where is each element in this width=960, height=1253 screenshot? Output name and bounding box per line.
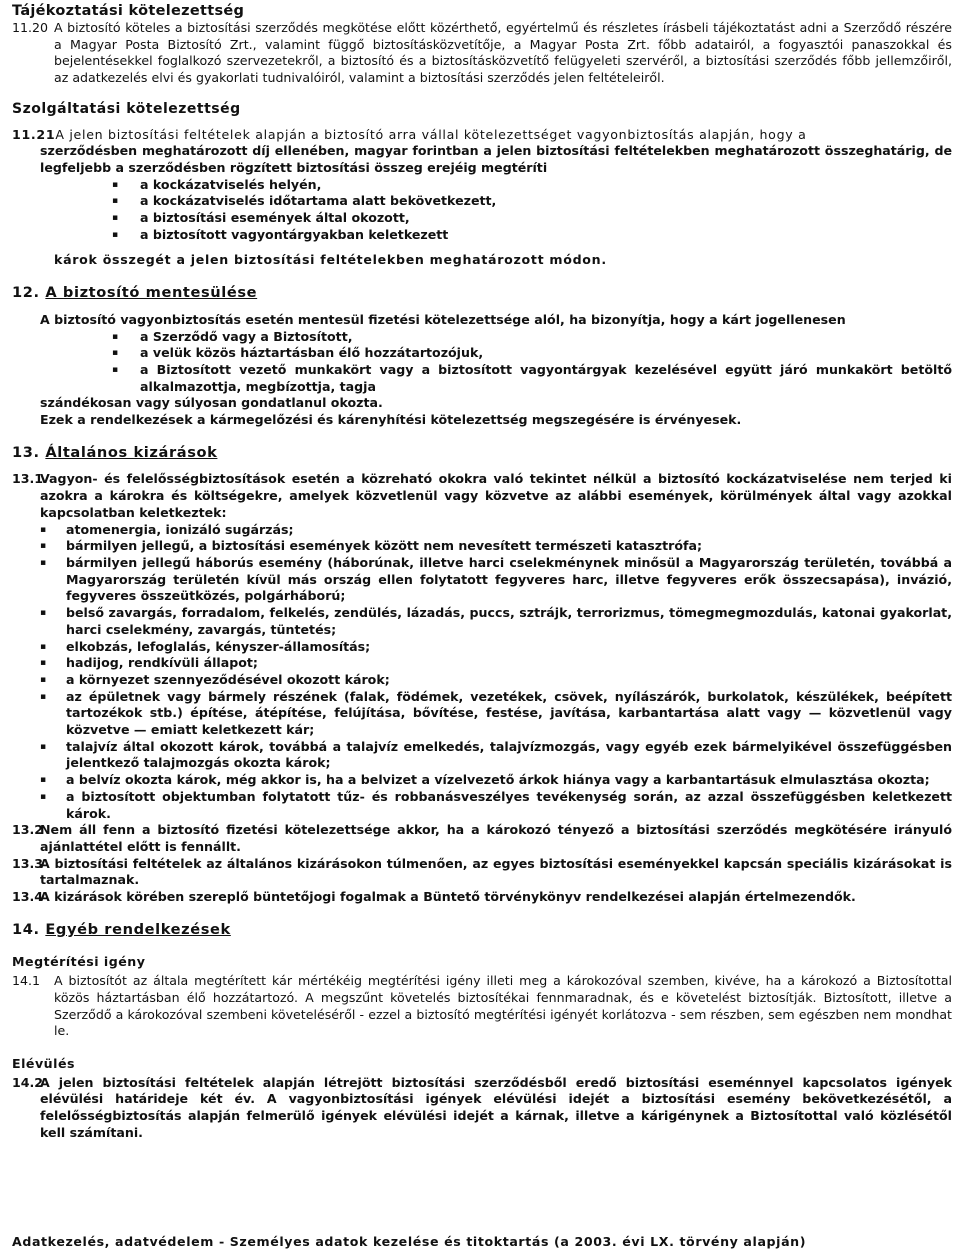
list-item: ▪ belső zavargás, forradalom, felkelés, zendülés, lázadás, puccs, sztrájk, terrorizmus, tömegmegmozdulás, katonai gyakorlat, harci cselekmény, zavargás, tüntetés;: [40, 605, 952, 638]
paragraph-number: 11.21: [12, 126, 56, 142]
list-item: ▪ a kockázatviselés időtartama alatt bekövetkezett,: [112, 193, 952, 210]
list-item: ▪ a velük közös háztartásban élő hozzátartozójuk,: [112, 345, 952, 362]
exclusions-list: [12, 522, 952, 823]
list-item: ▪ bármilyen jellegű, a biztosítási események között nem nevesített természeti katasztrófa;: [40, 538, 952, 555]
other-paragraph-2: [12, 1075, 952, 1142]
section-13-title: [12, 445, 952, 462]
list-item: ▪ a Szerződő vagy a Biztosított,: [112, 329, 952, 346]
service-list: [12, 177, 952, 244]
paragraph-number: 13.2: [12, 822, 44, 838]
paragraph-number: 13.1: [12, 471, 44, 487]
exemption-list: [12, 329, 952, 396]
list-item: ▪ atomenergia, ionizáló sugárzás;: [40, 522, 952, 539]
list-item: ▪ a biztosított vagyontárgyakban keletkezett: [112, 227, 952, 244]
paragraph-number: 14.1: [12, 973, 41, 989]
exclusions-paragraph-4: [12, 889, 952, 906]
paragraph-text: A biztosítási feltételek az általános kizárásokon túlmenően, az egyes biztosítási eseményekkel kapcsán speciális kizárásokat is tartalmaznak.: [40, 855, 952, 888]
list-item: ▪ a biztosítási események által okozott,: [112, 210, 952, 227]
claim-heading: Megtérítési igény: [12, 954, 146, 970]
paragraph-text: A jelen biztosítási feltételek alapján a biztosító arra vállal kötelezettséget vagyonbiztosítás alapján, hogy a: [55, 126, 807, 142]
service-paragraph-cont: szerződésben meghatározott díj ellenében, magyar forintban a jelen biztosítási feltételekben meghatározott összeghatárig, de legfeljebb a szerződésben rögzített biztosítási összeg erejéig megtéríti: [40, 143, 952, 175]
paragraph-text: A biztosítót az általa megtérített kár mértékéig megtérítési igény illeti meg a károkozóval szemben, kivéve, ha a károkozó a Biztosítottal közös háztartásban élő hozzátartozó. A megszűnt követelés biztosítékai fennmaradnak, és e követelést biztosítják. Biztosított, illetve a Szerződő a károkozóval szembeni követeléséről - ezzel a biztosító megtérítési igényét korlátozva - sem részben, sem egészben nem mondhat le.: [54, 973, 952, 1039]
paragraph-number: 13.4: [12, 889, 44, 905]
section-number: 13.: [12, 443, 40, 461]
section-number: 12.: [12, 284, 40, 302]
service-closing: károk összegét a jelen biztosítási feltételekben meghatározott módon.: [54, 252, 607, 268]
info-paragraph: [12, 20, 952, 87]
exemption-intro: A biztosító vagyonbiztosítás esetén mentesül fizetési kötelezettsége alól, ha bizonyítja, hogy a kárt jogellenesen: [40, 311, 846, 327]
list-item: ▪ hadijog, rendkívüli állapot;: [40, 655, 952, 672]
section-heading: Általános kizárások: [45, 443, 218, 461]
paragraph-text: A kizárások körében szereplő büntetőjogi fogalmak a Büntető törvénykönyv rendelkezései alapján értelmezendők.: [40, 889, 856, 905]
list-item: ▪ a biztosított objektumban folytatott tűz- és robbanásveszélyes tevékenység során, az azzal összefüggésben keletkezett károk.: [40, 789, 952, 822]
page-title: Tájékoztatási kötelezettség: [12, 3, 245, 19]
exemption-closing-2: Ezek a rendelkezések a kármegelőzési és kárenyhítési kötelezettség megszegésére is érvényesek.: [40, 412, 742, 428]
list-item: ▪ a környezet szennyeződésével okozott károk;: [40, 672, 952, 689]
section-14-title: [12, 922, 952, 939]
paragraph-text: A jelen biztosítási feltételek alapján létrejött biztosítási szerződésből eredő biztosítási eseménnyel kapcsolatos igények elévülési határideje két év. A vagyonbiztosítási igények elévülési idejét a biztosítási esemény bekövetkezésétől, a felelősségbiztosítás alapján felmerülő igények elévülési idejét a kárnak, illetve a kárigénynek a Biztosítottal való közlésétől kell számítani.: [40, 1074, 952, 1140]
list-item: ▪ a kockázatviselés helyén,: [112, 177, 952, 194]
paragraph-number: 14.2: [12, 1074, 44, 1090]
list-item: ▪ az épületnek vagy bármely részének (falak, födémek, vezetékek, csövek, nyílászárók, burkolatok, készülékek, beépített tartozékok stb.) építése, átépítése, felújítása, bővítése, festése, javítása, karbantartása alatt vagy — közvetlenül vagy közvetve — emiatt keletkezett kár;: [40, 689, 952, 739]
section-number: 14.: [12, 920, 40, 938]
exclusions-paragraph-2: [12, 822, 952, 855]
exemption-closing-1: szándékosan vagy súlyosan gondatlanul okozta.: [40, 395, 383, 411]
limitation-heading: Elévülés: [12, 1055, 75, 1071]
paragraph-text: Nem áll fenn a biztosító fizetési kötelezettsége akkor, ha a károkozó tényező a biztosítási szerződés megkötésére irányuló ajánlattétel előtt is fennállt.: [40, 822, 952, 854]
section-footer-title: Adatkezelés, adatvédelem - Személyes adatok kezelése és titoktartás (a 2003. évi LX. törvény alapján): [12, 1234, 807, 1249]
list-item: ▪ bármilyen jellegű háborús esemény (háborúnak, illetve harci cselekménynek minősül a Magyarország területén, továbbá a Magyarország területén kívül más ország ellen folytatott fegyveres harc, illetve fegyveres erők összecsapása), invázió, fegyveres összeütközés, polgárháború;: [40, 555, 952, 605]
paragraph-number: 13.3: [12, 855, 44, 871]
list-item: ▪ elkobzás, lefoglalás, kényszer-államosítás;: [40, 639, 952, 656]
service-title: Szolgáltatási kötelezettség: [12, 100, 241, 117]
paragraph-text: A biztosító köteles a biztosítási szerződés megkötése előtt közérthető, egyértelmű és részletes írásbeli tájékoztatást adni a Szerződő részére a Magyar Posta Biztosító Zrt., valamint függő biztosításközvetítője, a Magyar Posta Zrt. főbb adatairól, a fogyasztói panaszokkal és bejelentésekkel foglalkozó szervezetekről, a biztosító és a biztosításközvetítő felügyeleti szervéről, a biztosítási szerződés főbb jellemzőiről, az adatkezelés elvi és gyakorlati tudnivalóiról, valamint a biztosítási szerződés jelen feltételeiről.: [54, 20, 952, 86]
paragraph-text: Vagyon- és felelősségbiztosítások esetén a közreható okokra való tekintet nélkül a biztosító kockázatviselése nem terjed ki azokra a károkra és költségekre, amelyek közvetlenül vagy közvetve az alábbi események, körülmények által vagy azokkal kapcsolatban keletkeztek:: [40, 471, 952, 520]
list-item: ▪ a belvíz okozta károk, még akkor is, ha a belvizet a vízelvezető árkok hiánya vagy a karbantartásuk elmulasztása okozta;: [40, 772, 952, 789]
section-heading: A biztosító mentesülése: [45, 284, 258, 302]
list-item: ▪ a Biztosított vezető munkakört vagy a biztosított vagyontárgyak kezelésével együtt járó munkakört betöltő alkalmazottja, megbízottja, tagja: [112, 362, 952, 395]
exclusions-paragraph-3: [12, 856, 952, 889]
exclusions-paragraph-1: [12, 471, 952, 521]
other-paragraph-1: [12, 973, 952, 1040]
section-heading: Egyéb rendelkezések: [45, 920, 231, 938]
service-paragraph: [12, 127, 952, 144]
paragraph-number: 11.20: [12, 20, 49, 35]
section-12-title: [12, 285, 952, 302]
list-item: ▪ talajvíz által okozott károk, továbbá a talajvíz emelkedés, talajvízmozgás, vagy egyéb ezek bármelyikével összefüggésben jelentkező talajmozgás okozta károk;: [40, 739, 952, 772]
